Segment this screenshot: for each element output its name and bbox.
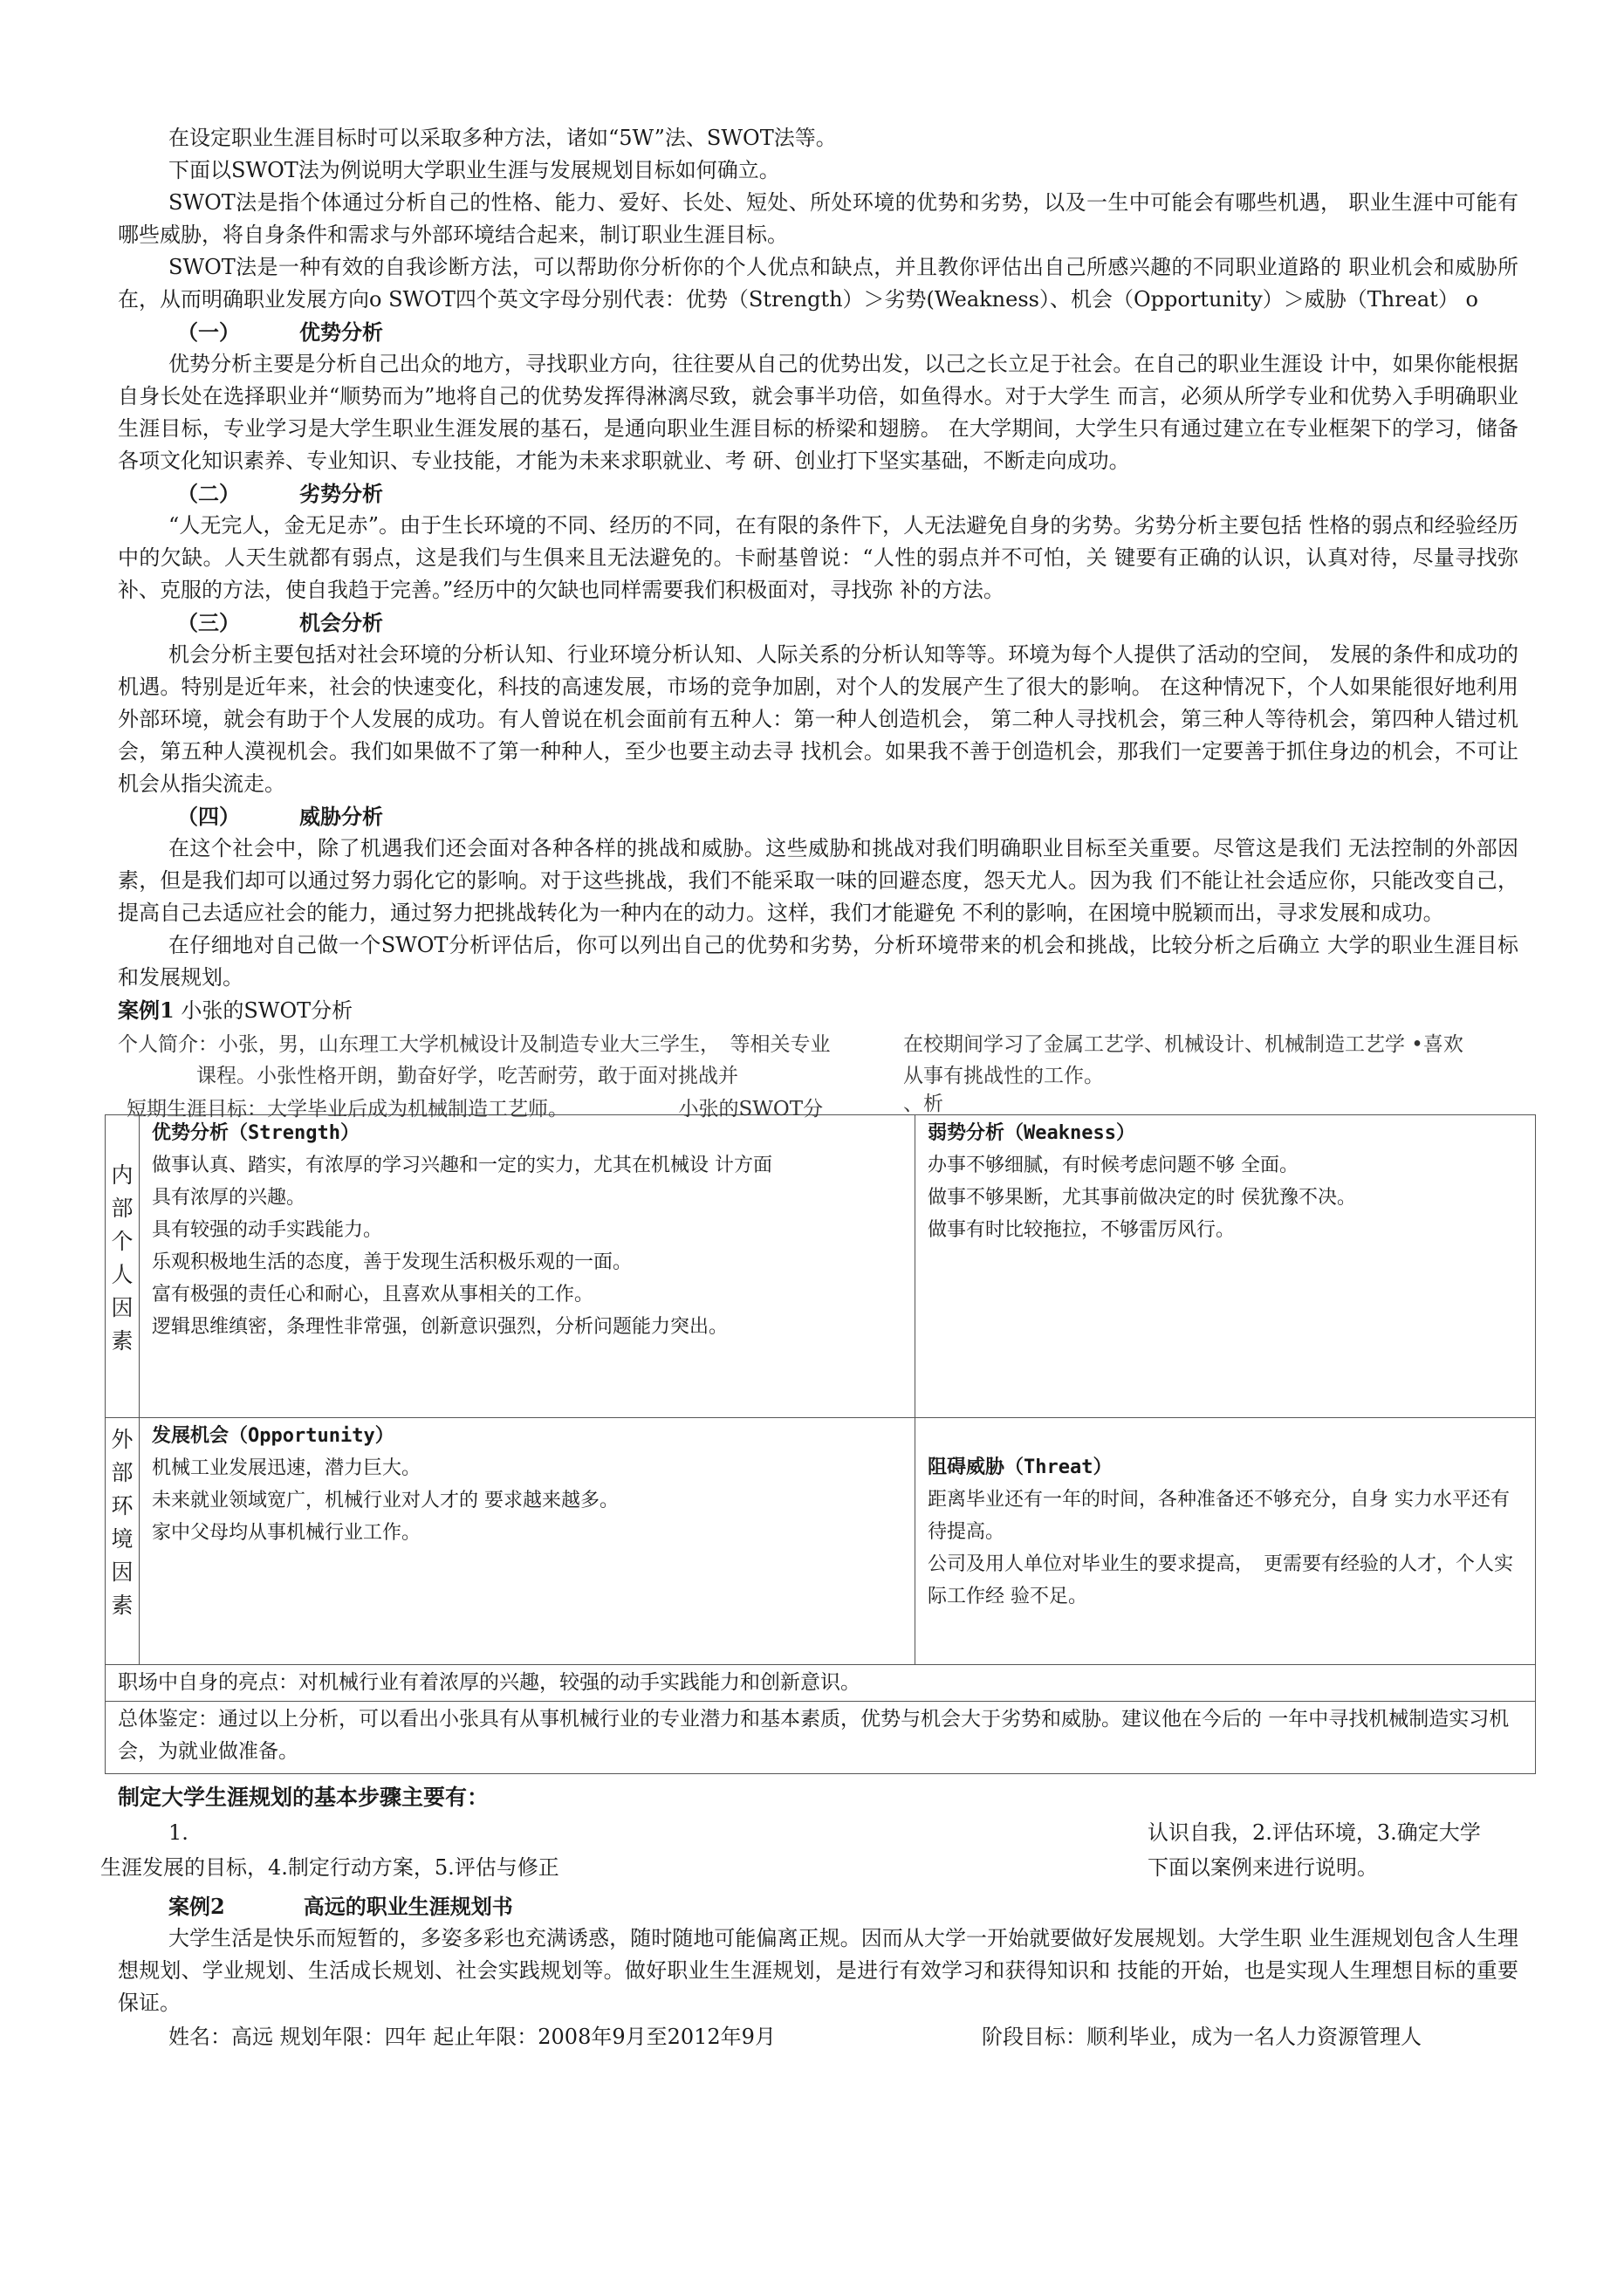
section-strength [118,316,1518,477]
section-body: “人无完人，金无足赤”。由于生长环境的不同、经历的不同，在有限的条件下，人无法避免自身的劣势。劣势分析主要包括 性格的弱点和经验经历中的欠缺。人天生就都有弱点，这是我们与生俱来且无法避免的。卡耐基曾说：“人性的弱点并不可怕，关 键要有正确的认识，认真对待，尽量寻找弥补、克服的方法，使自我趋于完善。”经历中的欠缺也同样需要我们积极面对，寻找弥 补的方法。 [118,513,1518,602]
document-page [100,122,1518,2054]
steps-number: 1. [168,1820,188,1845]
strength-title: 优势分析（Strength） [152,1122,360,1144]
paragraph-after-sections: 在仔细地对自己做一个SWOT分析评估后，你可以列出自己的优势和劣势，分析环境带来的机会和挑战，比较分析之后确立 大学的职业生涯目标和发展规划。 [118,933,1518,990]
section-body: 在这个社会中，除了机遇我们还会面对各种各样的挑战和威胁。这些威胁和挑战对我们明确职业目标至关重要。尽管这是我们 无法控制的外部因素，但是我们却可以通过努力弱化它的影响。对于这些挑战，我们不能采取一味的回避态度，怨天尤人。因为我 们不能让社会适应你，只能改变自己，提高自己去适应社会的能力，通过努力把挑战转化为一种内在的动力。这样，我们才能避免 不利的影响，在困境中脱颖而出，寻求发展和成功。 [118,836,1518,925]
highlight-row: 职场中自身的亮点：对机械行业有着浓厚的兴趣，较强的动手实践能力和创新意识。 [106,1665,1536,1702]
internal-factors-label: 内 部 个 人 因 素 [106,1115,140,1418]
intro-line-a: 个人简介：小张，男，山东理工大学机械设计及制造专业大三学生， 等相关专业 [118,1033,831,1056]
section-body: 机会分析主要包括对社会环境的分析认知、行业环境分析认知、人际关系的分析认知等等。环境为每个人提供了活动的空间， 发展的条件和成功的机遇。特别是近年来，社会的快速变化，科技的高速发展，市场的竞争加剧，对个人的发展产生了很大的影响。 在这种情况下，个人如果能很好地利用外部环境，就会有助于个人发展的成功。有人曾说在机会面前有五种人：第一种人创造机会， 第二种人寻找机会，第三种人等待机会，第四种人错过机会，第五种人漠视机会。我们如果做不了第一种种人，至少也要主动去寻 找机会。如果我不善于创造机会，那我们一定要善于抓住身边的机会，不可让机会从指尖流走。 [118,642,1518,796]
paragraph-methods: 在设定职业生涯目标时可以采取多种方法，诸如“5W”法、SWOT法等。 [168,126,837,150]
paragraph-swot-definition: SWOT法是指个体通过分析自己的性格、能力、爱好、长处、短处、所处环境的优势和劣势，以及一生中可能会有哪些机遇， 职业生涯中可能有哪些威胁，将自身条件和需求与外部环境结合起来，制订职业生涯目标。 [118,190,1518,247]
swot-table [105,1114,1536,1774]
section-title: 优势分析 [299,319,383,345]
section-title: 机会分析 [299,610,383,635]
case1-heading [118,994,1518,1027]
section-number: （三） [177,610,240,635]
section-title: 威胁分析 [299,804,383,829]
section-title: 劣势分析 [299,481,383,506]
section-body: 优势分析主要是分析自己出众的地方，寻找职业方向，往往要从自己的优势出发，以己之长立足于社会。在自己的职业生涯设 计中，如果你能根据自身长处在选择职业并“顺势而为”地将自己的优势发挥得淋漓尽致，就会事半功倍，如鱼得水。对于大学生 而言，必须从所学专业和优势入手明确职业生涯目标，专业学习是大学生职业生涯发展的基石，是通向职业生涯目标的桥梁和翅膀。 在大学期间，大学生只有通过建立在专业框架下的学习，储备各项文化知识素养、专业知识、专业技能，才能为未来求职就业、考 研、创业打下坚实基础，不断走向成功。 [118,352,1518,473]
paragraph-swot-diagnosis: SWOT法是一种有效的自我诊断方法，可以帮助你分析你的个人优点和缺点，并且教你评估出自己所感兴趣的不同职业道路的 职业机会和威胁所在，从而明确职业发展方向o SWOT四个英文字母分别代表：优势（Strength）＞劣势(Weakness）、机会（Opportunity）＞威胁（Threat） o [118,255,1518,312]
summary-row: 总体鉴定：通过以上分析，可以看出小张具有从事机械行业的专业潜力和基本素质，优势与机会大于劣势和威胁。建议他在今后的 一年中寻找机械制造实习机会，为就业做准备。 [106,1702,1536,1774]
section-number: （四） [177,804,240,829]
section-number: （二） [177,481,240,506]
steps-title: 制定大学生涯规划的基本步骤主要有： [118,1785,490,1810]
strength-cell: 优势分析（Strength） 做事认真、踏实，有浓厚的学习兴趣和一定的实力，尤其在机械设 计方面 具有浓厚的兴趣。 具有较强的动手实践能力。 乐观积极地生活的态度，善于发现生活积极乐观的一面。 富有极强的责任心和耐心，且喜欢从事相关的工作。 逻辑思维缜密，条理性非常强，创新意识强烈，分析问题能力突出。 [140,1115,915,1418]
weakness-title: 弱势分析（Weakness） [928,1122,1135,1144]
steps-right-line-1: 认识自我，2.评估环境，3.确定大学 [1148,1820,1481,1845]
case2-info-right: 阶段目标：顺利毕业，成为一名人力资源管理人 [982,2025,1422,2049]
case2-label: 案例2 [168,1894,225,1919]
steps-block [100,1813,1518,1911]
intro-line-c: 课程。小张性格开朗，勤奋好学，吃苦耐劳，敢于面对挑战并 [196,1065,738,1087]
intro-line-d: 从事有挑战性的工作。 [903,1065,1104,1087]
intro-line-f: 、析 [903,1093,943,1115]
section-weakness [118,477,1518,607]
case2-info [118,2019,1518,2054]
case1-title: 小张的SWOT分析 [181,998,353,1023]
case2-info-left: 姓名：高远 规划年限：四年 起止年限：2008年9月至2012年9月 [168,2025,776,2049]
section-number: （一） [177,319,240,345]
opportunity-cell: 发展机会（Opportunity） 机械工业发展迅速，潜力巨大。 未来就业领域宽广，机械行业对人才的 要求越来越多。 家中父母均从事机械行业工作。 [140,1418,915,1665]
intro-line-e: 短期生涯目标：大学毕业后成为机械制造工艺师。 小张的SWOT分 [127,1098,824,1121]
external-factors-label: 外 部 环 境 因 素 [106,1418,140,1665]
section-threat [118,800,1518,929]
case1-label: 案例1 [118,997,175,1023]
section-opportunity [118,607,1518,800]
case2-body: 大学生活是快乐而短暂的，多姿多彩也充满诱惑，随时随地可能偏离正规。因而从大学一开始就要做好发展规划。大学生职 业生涯规划包含人生理想规划、学业规划、生活成长规划、社会实践规划等。做好职业生生涯规划，是进行有效学习和获得知识和 技能的开始，也是实现人生理想目标的重要保证。 [118,1926,1518,2015]
intro-line-b: 在校期间学习了金属工艺学、机械设计、机械制造工艺学 •喜欢 [903,1033,1463,1056]
weakness-cell: 弱势分析（Weakness） 办事不够细腻，有时候考虑问题不够 全面。 做事不够果断，尤其事前做决定的时 侯犹豫不决。 做事有时比较拖拉，不够雷厉风行。 [915,1115,1536,1418]
paragraph-swot-intro: 下面以SWOT法为例说明大学职业生涯与发展规划目标如何确立。 [168,158,780,182]
opportunity-title: 发展机会（Opportunity） [152,1425,394,1447]
steps-left-line-2: 生涯发展的目标，4.制定行动方案，5.评估与修正 [100,1855,559,1880]
case2-title: 高远的职业生涯规划书 [303,1894,513,1919]
case1-intro [118,1027,1518,1158]
threat-cell: 阻碍威胁（Threat） 距离毕业还有一年的时间，各种准备还不够充分，自身 实力水平还有待提高。 公司及用人单位对毕业生的要求提高， 更需要有经验的人才，个人实际工作经 验不足。 [915,1418,1536,1665]
threat-title: 阻碍威胁（Threat） [928,1456,1113,1478]
steps-right-line-2: 下面以案例来进行说明。 [1148,1855,1378,1880]
